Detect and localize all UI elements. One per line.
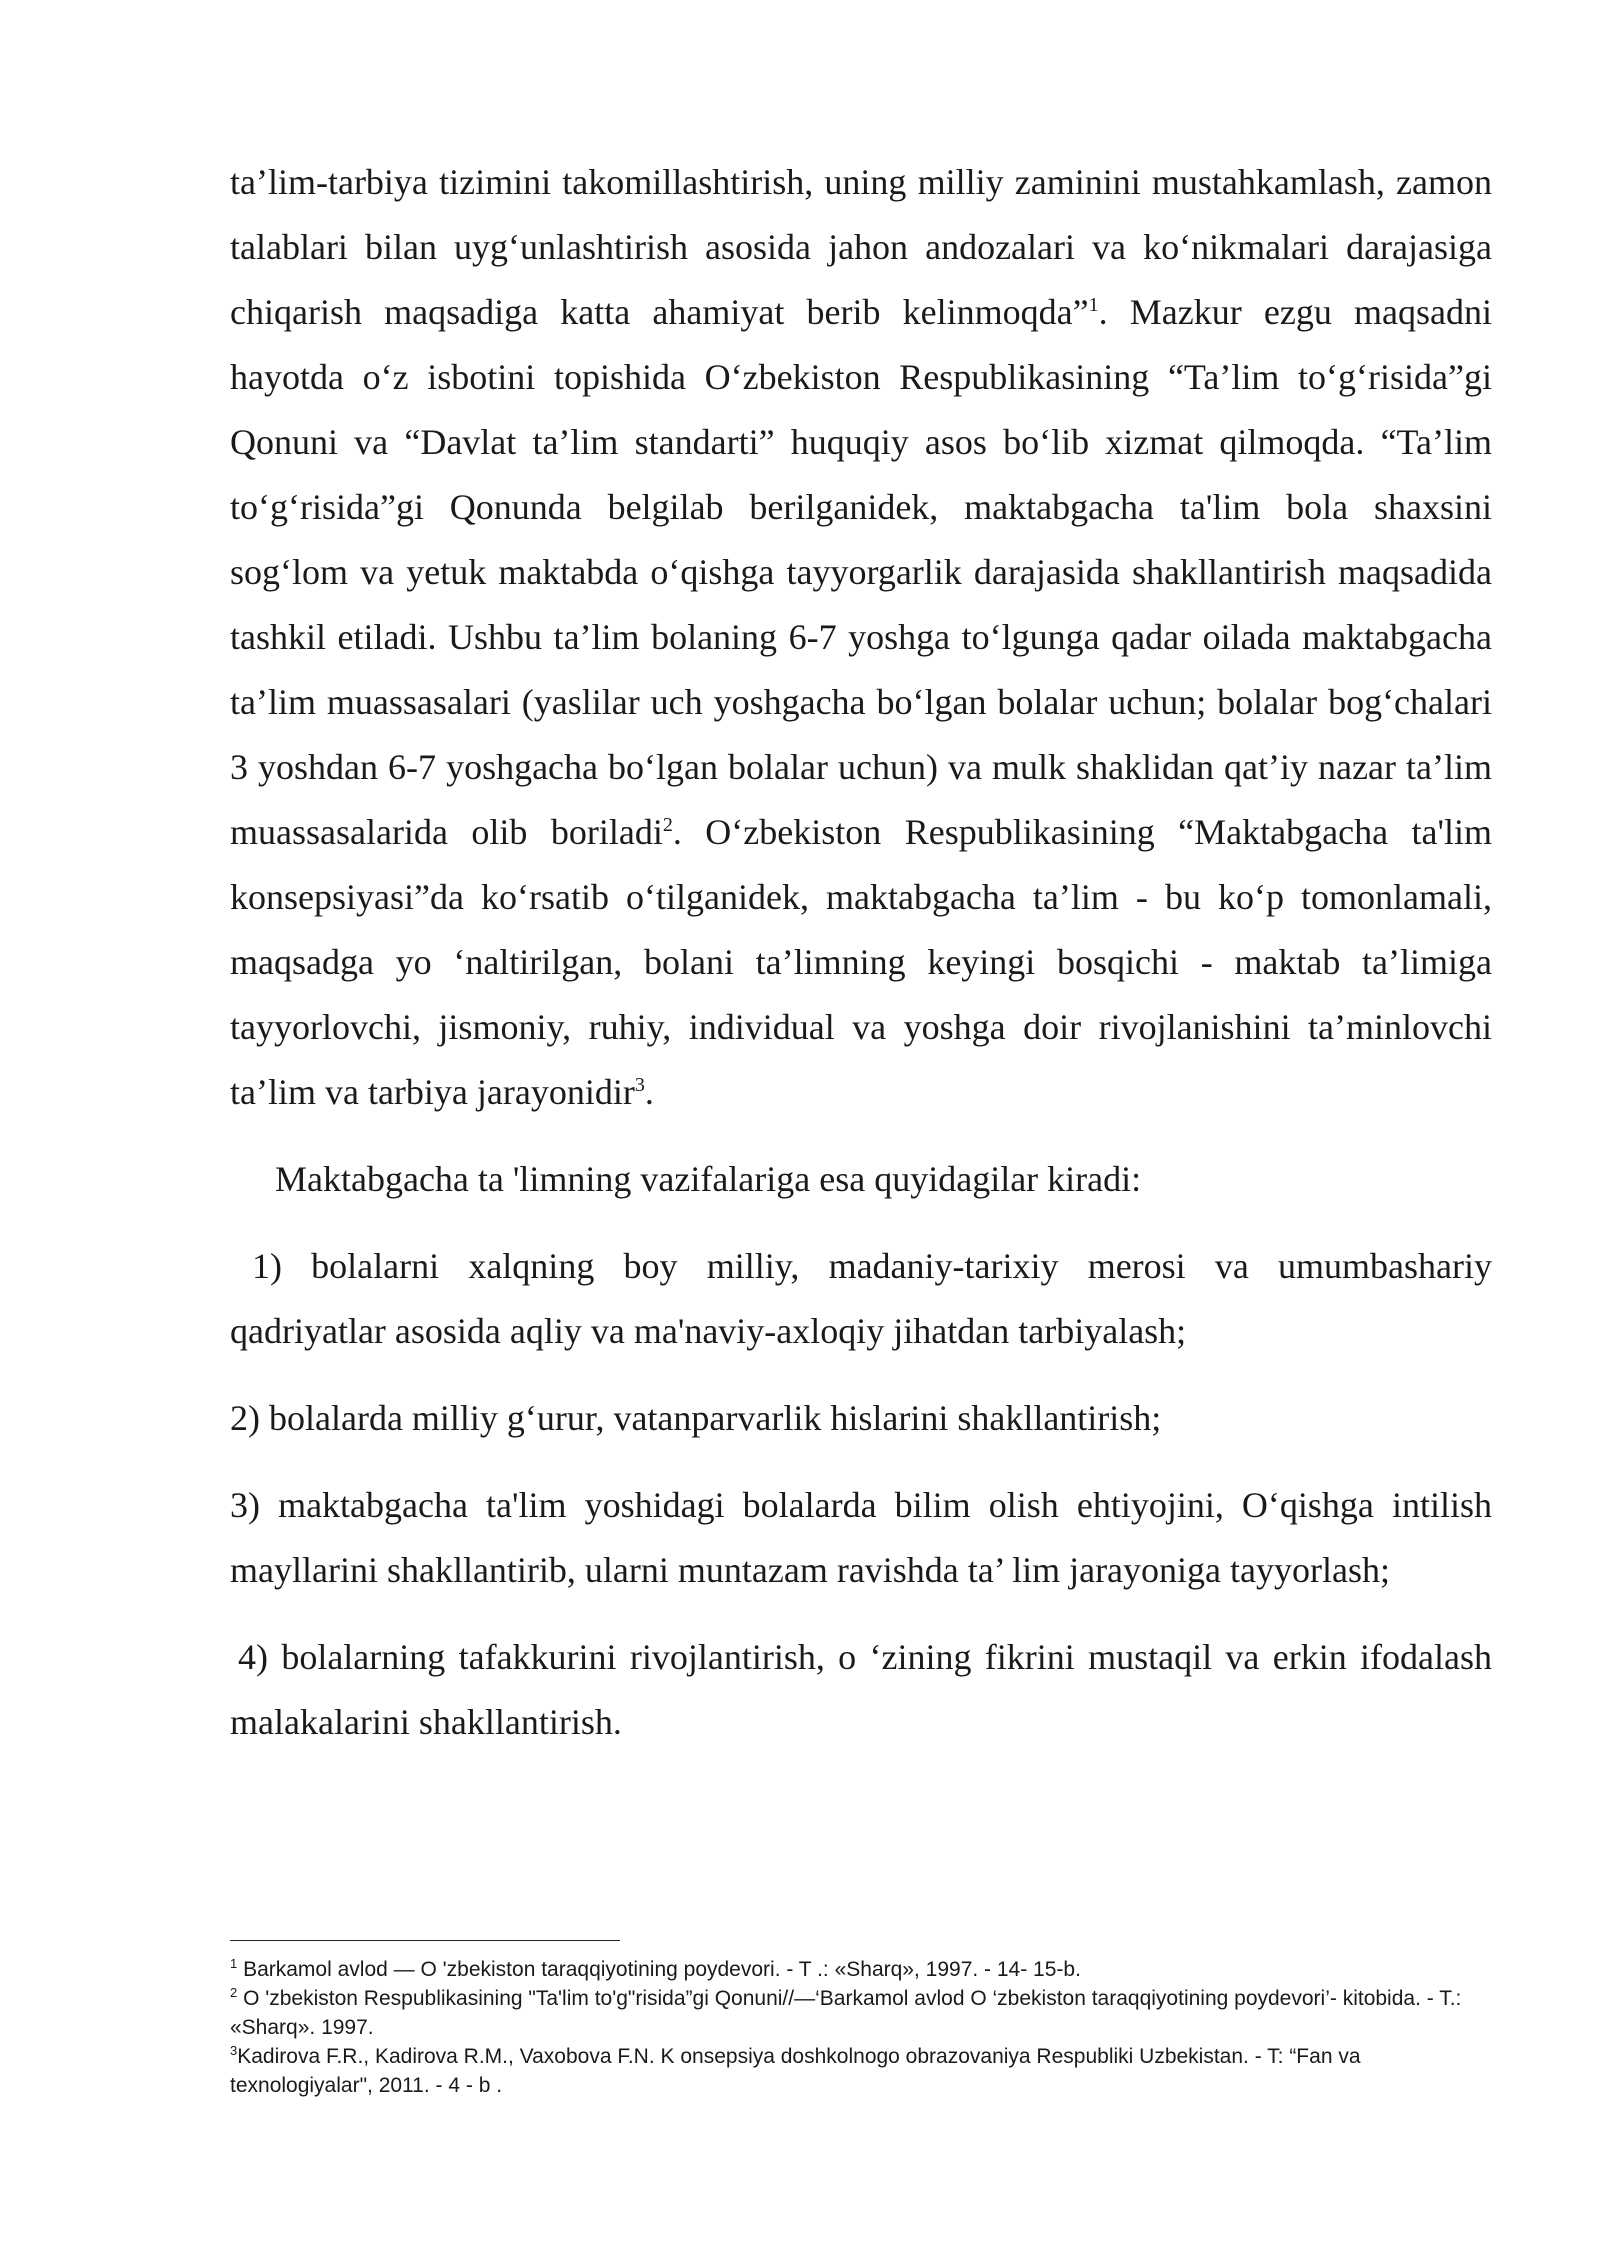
list-item-2: 2) bolalarda milliy g‘urur, vatanparvarlik hislarini shakllantirish;: [230, 1398, 1162, 1438]
list-item-4: 4) bolalarning tafakkurini rivojlantirish, o ‘zining fikrini mustaqil va erkin ifodalash malakalarini shakllantirish.: [230, 1637, 1492, 1742]
footnote-mark: 2: [230, 1985, 238, 2000]
footnote-mark: 3: [230, 2043, 238, 2058]
list-item-1: 1) bolalarni xalqning boy milliy, madaniy-tarixiy merosi va umumbashariy qadriyatlar asosida aqliy va ma'naviy-axloqiy jihatdan tarbiyalash;: [230, 1246, 1492, 1351]
footnote-ref-3[interactable]: 3: [634, 1074, 645, 1096]
footnotes-section: [230, 1940, 1492, 2100]
paragraph-text: .: [644, 1072, 654, 1112]
footnote-text: O 'zbekiston Respublikasining "Ta'lim to'g"risida”gi Qonuni//—‘Barkamol avlod O ‘zbekiston taraqqiyotining poydevori’- kitobida. - T.: «Sharq». 1997.: [230, 1987, 1462, 2039]
footnote-separator: [230, 1940, 620, 1941]
paragraph-text: ta’lim-tarbiya tizimini takomillashtirish, uning milliy zaminini mustahkamlash, zamon talablari bilan uyg‘unlashtirish asosida jahon andozalari va ko‘nikmalari darajasiga chiqarish maqsadiga katta ahamiyat berib kelinmoqda”: [230, 162, 1492, 332]
footnote-3: [230, 2042, 1492, 2100]
footnote-2: [230, 1984, 1492, 2042]
main-paragraph: [230, 150, 1492, 1125]
footnote-text: Kadirova F.R., Kadirova R.M., Vaxobova F.N. K onsepsiya doshkolnogo obrazovaniya Respubliki Uzbekistan. - T: “Fan va texnologiyalar", 2011. - 4 - b .: [230, 2045, 1361, 2097]
footnote-ref-2[interactable]: 2: [662, 814, 673, 836]
footnote-text: Barkamol avlod — O 'zbekiston taraqqiyotining poydevori. - T .: «Sharq», 1997. - 14- 15-b.: [243, 1958, 1081, 1981]
tasks-intro-paragraph: Maktabgacha ta 'limning vazifalariga esa quyidagilar kiradi:: [275, 1159, 1142, 1199]
footnote-1: [230, 1955, 1492, 1984]
footnote-ref-1[interactable]: 1: [1088, 294, 1099, 316]
paragraph-text: . O‘zbekiston Respublikasining “Maktabgacha ta'lim konsepsiyasi”da ko‘rsatib o‘tilganidek, maktabgacha ta’lim - bu ko‘p tomonlamali, maqsadga yo ‘naltirilgan, bolani ta’limning keyingi bosqichi - maktab ta’limiga tayyorlovchi, jismoniy, ruhiy, individual va yoshga doir rivojlanishini ta’minlovchi ta’lim va tarbiya jarayonidir: [230, 812, 1492, 1112]
paragraph-text: . Mazkur ezgu maqsadni hayotda o‘z isbotini topishida O‘zbekiston Respublikasining “Ta’lim to‘g‘risida”gi Qonuni va “Davlat ta’lim standarti” huquqiy asos bo‘lib xizmat qilmoqda. “Ta’lim to‘g‘risida”gi Qonunda belgilab berilganidek, maktabgacha ta'lim bola shaxsini sog‘lom va yetuk maktabda o‘qishga tayyorgarlik darajasida shakllantirish maqsadida tashkil etiladi. Ushbu ta’lim bolaning 6-7 yoshga to‘lgunga qadar oilada maktabgacha ta’lim muassasalari (yaslilar uch yoshgacha bo‘lgan bolalar uchun; bolalar bog‘chalari 3 yoshdan 6-7 yoshgacha bo‘lgan bolalar uchun) va mulk shaklidan qat’iy nazar ta’lim muassasalarida olib boriladi: [230, 292, 1492, 852]
document-body: [230, 150, 1492, 1755]
footnote-mark: 1: [230, 1956, 238, 1971]
list-item-3: 3) maktabgacha ta'lim yoshidagi bolalarda bilim olish ehtiyojini, O‘qishga intilish mayllarini shakllantirib, ularni muntazam ravishda ta’ lim jarayoniga tayyorlash;: [230, 1485, 1492, 1590]
